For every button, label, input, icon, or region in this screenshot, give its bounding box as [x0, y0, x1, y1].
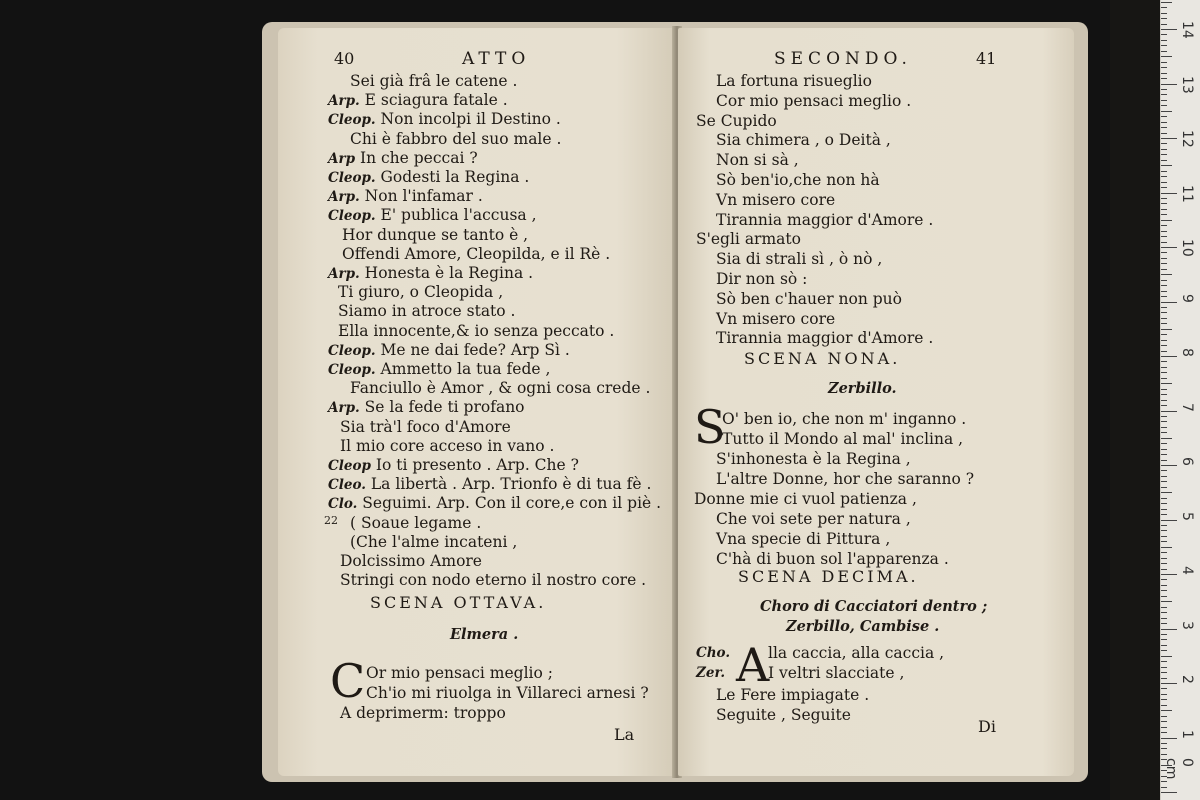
text-line: A deprimerm: troppo: [340, 704, 506, 722]
ruler-tick: [1161, 231, 1167, 232]
ruler-tick: [1161, 122, 1167, 123]
speaker-label: Cho.: [696, 645, 731, 661]
verse-line: Che voi sete per natura ,: [716, 510, 911, 528]
verse-line: Sia chimera , o Deità ,: [716, 131, 891, 150]
line-text: Il mio core acceso in vano .: [340, 436, 555, 455]
dialogue-line: [338, 283, 503, 301]
ruler-tick: [1161, 552, 1167, 553]
ruler-tick: [1161, 530, 1167, 531]
line-text: Ella innocente,& io senza peccato .: [338, 321, 615, 340]
dialogue-line: [328, 475, 651, 494]
line-text: E' publica l'accusa ,: [380, 206, 537, 225]
ruler-tick: [1161, 51, 1167, 52]
ruler-tick: [1161, 601, 1172, 602]
verse-line: Tirannia maggior d'Amore .: [716, 329, 934, 348]
scene-heading: SCENA NONA.: [744, 349, 901, 368]
ruler-tick: [1161, 650, 1167, 651]
ruler-tick: [1161, 236, 1167, 237]
ruler-label: 7: [1179, 402, 1195, 412]
catchword: La: [614, 725, 635, 744]
ruler-tick: [1161, 143, 1167, 144]
speaker-label: Zer.: [696, 665, 726, 681]
dialogue-line: [328, 456, 579, 475]
ruler-tick: [1161, 678, 1167, 679]
verse-line: Sia di strali sì , ò nò ,: [716, 250, 883, 269]
line-text: Offendi Amore, Cleopilda, e il Rè .: [342, 244, 611, 263]
verse-line: S'inhonesta è la Regina ,: [716, 450, 911, 468]
ruler-tick: [1161, 454, 1167, 455]
ruler-label: 10: [1179, 239, 1195, 257]
dialogue-line: [350, 533, 517, 551]
scene-heading: SCENA DECIMA.: [738, 567, 919, 586]
ruler-tick: [1161, 520, 1177, 521]
speaker-label: Cleo.: [328, 477, 366, 494]
drop-cap: S: [694, 400, 726, 454]
drop-cap: A: [736, 638, 770, 692]
dialogue-line: [328, 494, 661, 513]
ruler-tick: [1161, 307, 1167, 308]
ruler-tick: [1161, 432, 1167, 433]
open-book: [262, 22, 1088, 782]
line-text: Chi è fabbro del suo male .: [350, 129, 562, 148]
ruler-tick: [1161, 639, 1167, 640]
ruler-tick: [1161, 361, 1167, 362]
ruler-tick: [1161, 661, 1167, 662]
ruler-tick: [1161, 263, 1167, 264]
ruler-tick: [1161, 100, 1167, 101]
ruler-tick: [1161, 176, 1167, 177]
ruler-tick: [1161, 356, 1177, 357]
ruler-tick: [1161, 285, 1167, 286]
ruler-tick: [1161, 727, 1167, 728]
ruler-tick: [1161, 252, 1167, 253]
ruler-tick: [1161, 465, 1177, 466]
ruler-tick: [1161, 585, 1167, 586]
ruler-label: 8: [1179, 348, 1195, 357]
line-text: Non l'infamar .: [364, 187, 483, 206]
ruler-tick: [1161, 193, 1177, 194]
verse-line: Vna specie di Pittura ,: [716, 530, 891, 548]
ruler-tick: [1161, 492, 1172, 493]
ruler-label: 2: [1179, 675, 1195, 684]
dialogue-line: [340, 418, 511, 436]
verse-line: Le Fere impiagate .: [716, 686, 870, 704]
ruler-tick: [1161, 427, 1167, 428]
ruler-tick: [1161, 563, 1167, 564]
verse-line: Dir non sò :: [716, 270, 808, 288]
ruler-tick: [1161, 24, 1167, 25]
verse-line: Tutto il Mondo al mal' inclina ,: [722, 430, 964, 448]
ruler-tick: [1161, 787, 1167, 788]
ruler-tick: [1161, 111, 1172, 112]
dialogue-line: [338, 302, 515, 320]
speaker-label: Cleop: [328, 458, 371, 474]
ruler-tick: [1161, 127, 1167, 128]
verse-line: C'hà di buon sol l'apparenza .: [716, 550, 949, 568]
ruler-label: 6: [1179, 457, 1195, 466]
dialogue-line: [350, 379, 650, 397]
ruler-label: 14: [1179, 21, 1195, 39]
ruler-tick: [1161, 738, 1177, 739]
ruler-tick: [1161, 623, 1167, 624]
ruler-tick: [1161, 607, 1167, 608]
ruler-tick: [1161, 612, 1167, 613]
table-surface: [1110, 0, 1160, 800]
verse-line: lla caccia, alla caccia ,: [768, 644, 945, 662]
ruler-label: 0 cm: [1163, 758, 1195, 780]
ruler-tick: [1161, 667, 1167, 668]
ruler-tick: [1161, 460, 1167, 461]
ruler-tick: [1161, 312, 1167, 313]
line-text: In che peccai ?: [359, 148, 478, 167]
ruler-tick: [1161, 258, 1167, 259]
text-line: Ch'io mi riuolga in Villareci arnesi ?: [366, 684, 649, 702]
ruler-tick: [1161, 574, 1177, 575]
ruler-tick: [1161, 569, 1167, 570]
ruler-tick: [1161, 590, 1167, 591]
line-text: Io ti presento . Arp. Che ?: [375, 456, 579, 474]
ruler-tick: [1161, 536, 1167, 537]
ruler-tick: [1161, 618, 1167, 619]
ruler-tick: [1161, 378, 1167, 379]
speaker-label: Cleop.: [328, 208, 376, 225]
line-text: Dolcissimo Amore: [340, 552, 482, 570]
verse-line: Vn misero core: [716, 309, 836, 328]
line-text: Ti giuro, o Cleopida ,: [338, 283, 504, 302]
dialogue-line: [350, 130, 561, 148]
ruler-tick: [1161, 345, 1167, 346]
measuring-ruler: [1160, 0, 1200, 800]
ruler-label: 3: [1179, 620, 1195, 630]
verse-line: Sò ben c'hauer non può: [716, 289, 902, 308]
speaker-label: Cleop.: [328, 112, 376, 129]
ruler-tick: [1161, 443, 1167, 444]
ruler-tick: [1161, 274, 1172, 275]
ruler-tick: [1161, 503, 1167, 504]
verse-line: Tirannia maggior d'Amore .: [716, 210, 934, 229]
dialogue-line: [328, 206, 537, 225]
ruler-tick: [1161, 89, 1167, 90]
margin-number: 22: [324, 514, 338, 527]
ruler-tick: [1161, 645, 1167, 646]
scene-heading: SCENA OTTAVA.: [370, 593, 547, 612]
ruler-tick: [1161, 291, 1167, 292]
line-text: Sia trà'l foco d'Amore: [340, 417, 511, 436]
verse-line: O' ben io, che non m' inganno .: [722, 410, 967, 428]
ruler-tick: [1161, 214, 1167, 215]
dialogue-line: [328, 341, 570, 360]
dialogue-line: [328, 168, 529, 187]
line-text: Siamo in atroce stato .: [338, 302, 516, 321]
ruler-tick: [1161, 449, 1167, 450]
ruler-tick: [1161, 149, 1167, 150]
ruler-tick: [1161, 351, 1167, 352]
dialogue-line: [340, 437, 554, 455]
verse-line: L'altre Donne, hor che saranno ?: [716, 470, 975, 488]
ruler-tick: [1161, 705, 1167, 706]
ruler-tick: [1161, 84, 1177, 85]
ruler-tick: [1161, 302, 1177, 303]
ruler-tick: [1161, 579, 1167, 580]
ruler-tick: [1161, 323, 1167, 324]
scene-characters: Zerbillo, Cambise .: [786, 618, 940, 635]
running-head: ATTO: [462, 49, 531, 69]
ruler-tick: [1161, 541, 1167, 542]
ruler-tick: [1161, 78, 1167, 79]
ruler-tick: [1161, 160, 1167, 161]
ruler-tick: [1161, 481, 1167, 482]
ruler-tick: [1161, 138, 1177, 139]
ruler-tick: [1161, 470, 1167, 471]
speaker-label: Arp.: [328, 266, 360, 282]
line-text: Godesti la Regina .: [380, 168, 530, 186]
ruler-tick: [1161, 133, 1167, 134]
line-text: ( Soaue legame .: [350, 513, 482, 532]
speaker-label: Cleop.: [328, 170, 376, 186]
speaker-label: Arp.: [328, 189, 360, 206]
dialogue-line: [350, 514, 481, 532]
line-text: Sei già frâ le catene .: [350, 72, 518, 90]
ruler-label: 5: [1179, 511, 1195, 521]
ruler-tick: [1161, 732, 1167, 733]
line-text: Honesta è la Regina .: [364, 264, 534, 282]
line-text: (Che l'alme incateni ,: [350, 532, 518, 551]
ruler-tick: [1161, 225, 1167, 226]
line-text: Me ne dai fede? Arp Sì .: [380, 340, 570, 359]
page-number: 41: [976, 49, 997, 68]
ruler-tick: [1161, 198, 1167, 199]
running-head: SECONDO.: [774, 49, 912, 69]
ruler-tick: [1161, 792, 1177, 793]
ruler-tick: [1161, 421, 1167, 422]
text-line: Or mio pensaci meglio ;: [366, 664, 553, 682]
ruler-tick: [1161, 67, 1167, 68]
verse-line: Se Cupido: [696, 111, 777, 130]
ruler-tick: [1161, 13, 1167, 14]
ruler-tick: [1161, 94, 1167, 95]
speaker-label: Arp: [328, 150, 356, 167]
ruler-tick: [1161, 438, 1172, 439]
ruler-tick: [1161, 748, 1167, 749]
line-text: Stringi con nodo eterno il nostro core .: [340, 571, 647, 590]
ruler-tick: [1161, 318, 1167, 319]
line-text: Non incolpi il Destino .: [380, 110, 561, 129]
line-text: Hor dunque se tanto è ,: [342, 225, 529, 244]
verse-line: Cor mio pensaci meglio .: [716, 91, 912, 110]
ruler-tick: [1161, 105, 1167, 106]
ruler-tick: [1161, 34, 1167, 35]
line-text: Fanciullo è Amor , & ogni cosa crede .: [350, 379, 651, 398]
ruler-label: 12: [1179, 130, 1195, 148]
line-text: Ammetto la tua fede ,: [380, 360, 551, 378]
ruler-tick: [1161, 165, 1172, 166]
ruler-tick: [1161, 394, 1167, 395]
speaker-label: Cleop.: [328, 342, 376, 359]
dialogue-line: [328, 398, 525, 417]
verse-line: Sò ben'io,che non hà: [716, 171, 880, 189]
ruler-tick: [1161, 699, 1167, 700]
ruler-tick: [1161, 171, 1167, 172]
ruler-tick: [1161, 7, 1167, 8]
ruler-tick: [1161, 672, 1167, 673]
dialogue-line: [340, 552, 482, 570]
verse-line: Vn misero core: [716, 190, 836, 209]
dialogue-line: [328, 360, 550, 379]
ruler-tick: [1161, 242, 1167, 243]
verse-line: Donne mie ci vuol patienza ,: [694, 490, 917, 508]
ruler-tick: [1161, 629, 1177, 630]
ruler-label: 13: [1179, 75, 1195, 94]
dialogue-line: [328, 110, 561, 129]
ruler-tick: [1161, 383, 1172, 384]
ruler-tick: [1161, 498, 1167, 499]
ruler-tick: [1161, 296, 1167, 297]
ruler-label: 1: [1179, 729, 1195, 739]
ruler-tick: [1161, 116, 1167, 117]
dialogue-line: [338, 322, 614, 340]
ruler-tick: [1161, 710, 1172, 711]
ruler-tick: [1161, 781, 1167, 782]
speaker-label: Cleop.: [328, 362, 376, 378]
line-text: Se la fede ti profano: [364, 398, 525, 417]
ruler-tick: [1161, 269, 1167, 270]
ruler-tick: [1161, 525, 1167, 526]
line-text: La libertà . Arp. Trionfo è di tua fè .: [370, 475, 652, 494]
ruler-tick: [1161, 754, 1167, 755]
ruler-label: 9: [1179, 293, 1195, 303]
verse-line: Non si sà ,: [716, 151, 799, 170]
ruler-tick: [1161, 29, 1177, 30]
dialogue-line: [328, 187, 483, 206]
ruler-tick: [1161, 416, 1167, 417]
ruler-tick: [1161, 487, 1167, 488]
ruler-tick: [1161, 247, 1177, 248]
ruler-tick: [1161, 340, 1167, 341]
ruler-tick: [1161, 329, 1172, 330]
dialogue-line: [328, 91, 508, 110]
ruler-tick: [1161, 62, 1167, 63]
ruler-tick: [1161, 2, 1172, 3]
ruler-tick: [1161, 209, 1167, 210]
right-page: [678, 28, 1074, 776]
ruler-tick: [1161, 716, 1167, 717]
ruler-tick: [1161, 372, 1167, 373]
dialogue-line: [328, 264, 533, 283]
ruler-tick: [1161, 220, 1172, 221]
scene-character: Elmera .: [450, 626, 519, 643]
ruler-tick: [1161, 280, 1167, 281]
ruler-label: 11: [1179, 184, 1195, 203]
ruler-tick: [1161, 187, 1167, 188]
verse-line: S'egli armato: [696, 230, 801, 249]
ruler-tick: [1161, 743, 1167, 744]
page-number: 40: [334, 49, 355, 68]
verse-line: Seguite , Seguite: [716, 706, 851, 724]
dialogue-line: [342, 245, 610, 263]
verse-line: La fortuna risueglio: [716, 72, 872, 90]
ruler-tick: [1161, 334, 1167, 335]
drop-cap: C: [330, 654, 366, 708]
verse-line: I veltri slacciate ,: [768, 664, 905, 682]
ruler-tick: [1161, 45, 1167, 46]
speaker-label: Clo.: [328, 496, 358, 513]
ruler-tick: [1161, 656, 1172, 657]
ruler-tick: [1161, 688, 1167, 689]
ruler-tick: [1161, 509, 1167, 510]
speaker-label: Arp.: [328, 93, 360, 110]
ruler-tick: [1161, 405, 1167, 406]
ruler-tick: [1161, 56, 1172, 57]
ruler-tick: [1161, 203, 1167, 204]
speaker-label: Arp.: [328, 400, 360, 417]
ruler-tick: [1161, 721, 1167, 722]
chorus-direction: Choro di Cacciatori dentro ;: [760, 598, 988, 615]
dialogue-line: [350, 72, 517, 90]
ruler-tick: [1161, 182, 1167, 183]
ruler-tick: [1161, 389, 1167, 390]
ruler-tick: [1161, 694, 1167, 695]
dialogue-line: [342, 226, 528, 244]
ruler-tick: [1161, 40, 1167, 41]
left-page: [278, 28, 676, 776]
line-text: E sciagura fatale .: [364, 91, 508, 110]
ruler-tick: [1161, 411, 1177, 412]
ruler-tick: [1161, 514, 1167, 515]
dialogue-line: [340, 571, 646, 589]
ruler-tick: [1161, 154, 1167, 155]
ruler-tick: [1161, 73, 1167, 74]
dialogue-line: [328, 149, 478, 168]
ruler-tick: [1161, 476, 1167, 477]
ruler-tick: [1161, 558, 1167, 559]
catchword: Di: [978, 717, 996, 736]
ruler-tick: [1161, 634, 1167, 635]
ruler-tick: [1161, 683, 1177, 684]
ruler-label: 4: [1179, 566, 1195, 575]
line-text: Seguimi. Arp. Con il core,e con il piè .: [362, 494, 662, 513]
scene-character: Zerbillo.: [828, 380, 897, 397]
ruler-tick: [1161, 367, 1167, 368]
ruler-tick: [1161, 596, 1167, 597]
ruler-tick: [1161, 400, 1167, 401]
ruler-tick: [1161, 18, 1167, 19]
ruler-tick: [1161, 547, 1172, 548]
